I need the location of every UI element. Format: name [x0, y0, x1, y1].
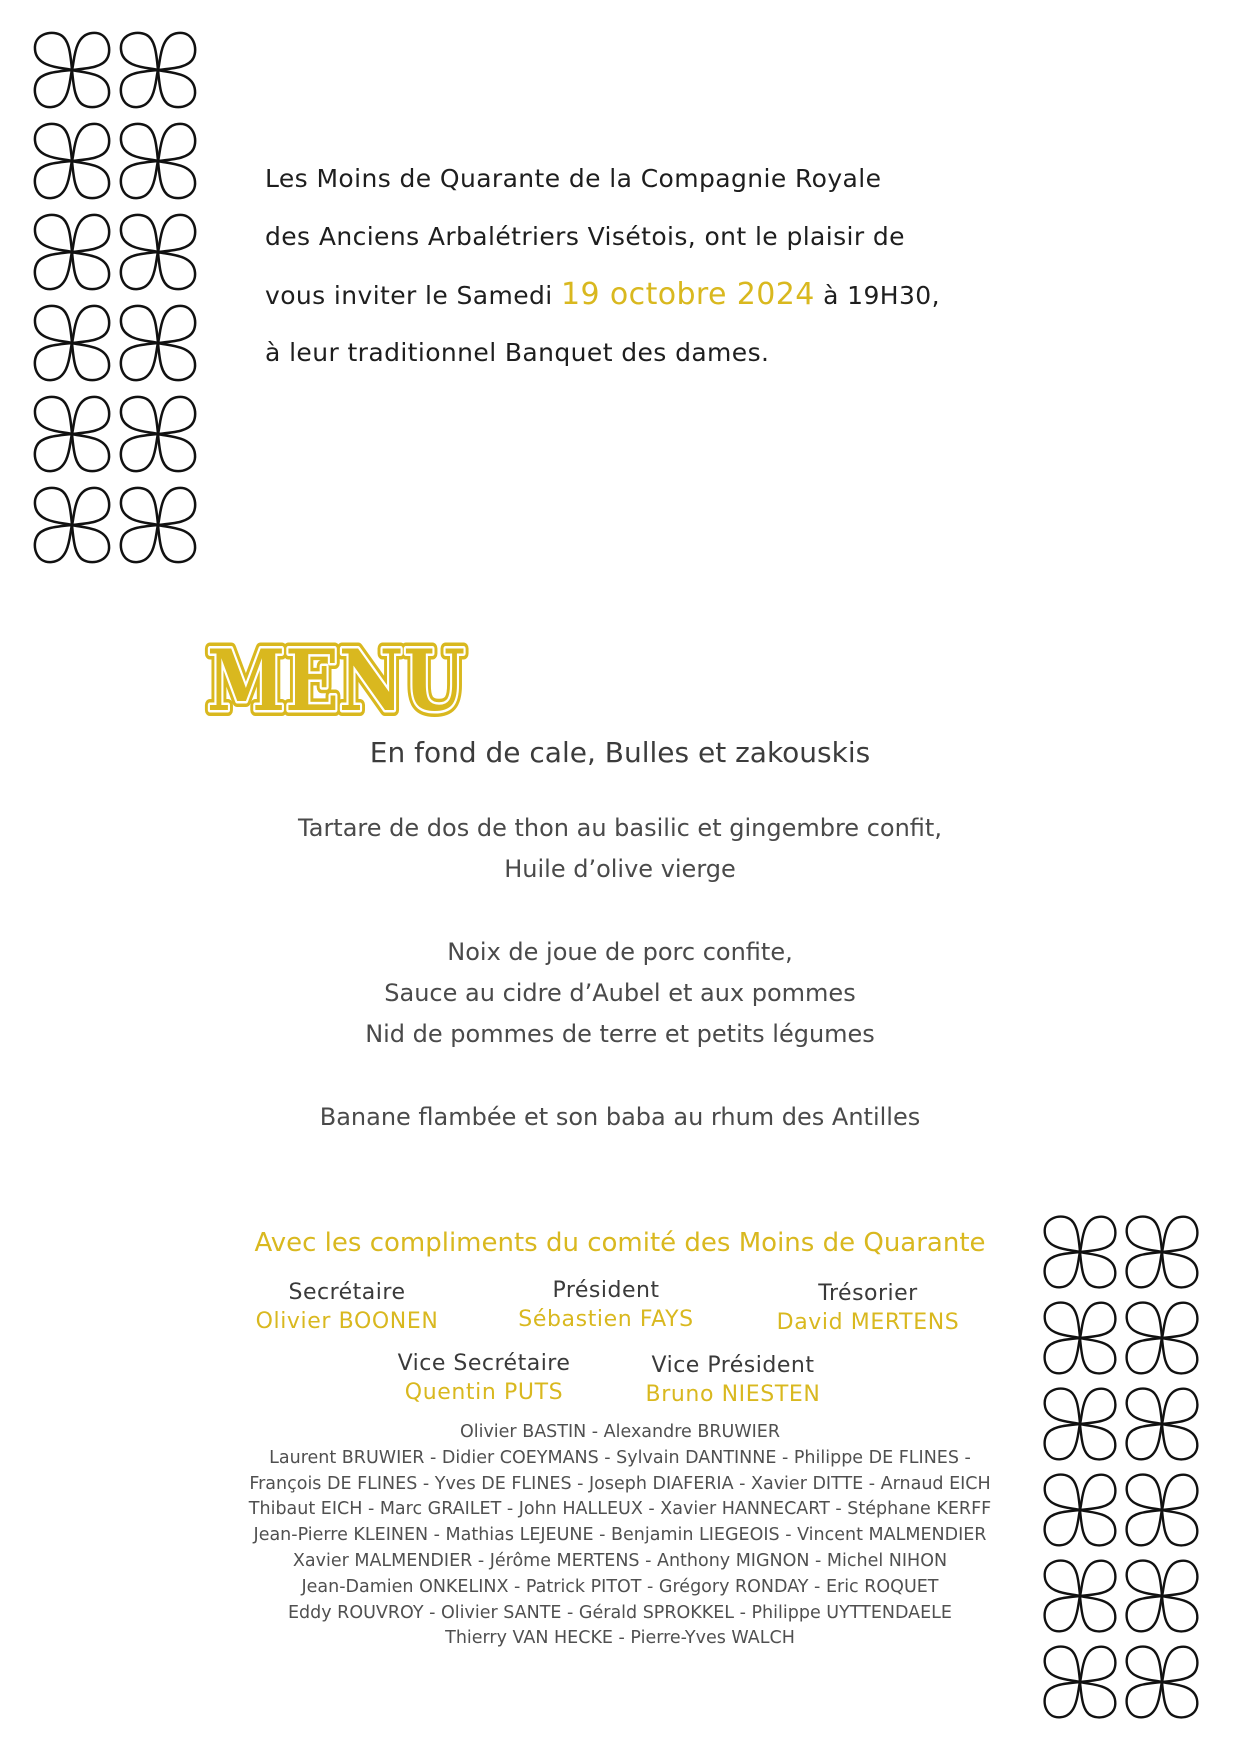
- invitation-line-4: à leur traditionnel Banquet des dames.: [265, 338, 770, 367]
- member-line: Xavier MALMENDIER - Jérôme MERTENS - Anthony MIGNON - Michel NIHON: [292, 1550, 948, 1571]
- role-name: Sébastien FAYS: [518, 1307, 694, 1332]
- role-title: Vice Président: [651, 1353, 815, 1378]
- role-name: David MERTENS: [776, 1310, 960, 1335]
- member-line: Thibaut EICH - Marc GRAILET - John HALLEUX - Xavier HANNECART - Stéphane KERFF: [248, 1499, 992, 1520]
- clover-icon: [1040, 1556, 1120, 1636]
- role-name: Quentin PUTS: [404, 1380, 564, 1405]
- clover-icon: [1122, 1470, 1202, 1550]
- clover-icon: [1040, 1384, 1120, 1464]
- menu-course: [0, 932, 1240, 1055]
- clover-icon: [1040, 1470, 1120, 1550]
- member-line: Jean-Pierre KLEINEN - Mathias LEJEUNE - Benjamin LIEGEOIS - Vincent MALMENDIER: [253, 1525, 987, 1546]
- clover-icon: [30, 210, 114, 294]
- clover-icon: [1040, 1298, 1120, 1378]
- course-line: Tartare de dos de thon au basilic et gingembre confit,: [298, 814, 942, 842]
- invitation-text: [265, 150, 1025, 382]
- clover-icon: [1122, 1642, 1202, 1722]
- member-line: Laurent BRUWIER - Didier COEYMANS - Sylvain DANTINNE - Philippe DE FLINES -: [269, 1447, 971, 1468]
- member-line: Olivier BASTIN - Alexandre BRUWIER: [459, 1422, 781, 1442]
- course-line: Huile d’olive vierge: [504, 855, 736, 883]
- role-vice-president: [583, 1351, 883, 1409]
- member-line: Jean-Damien ONKELINX - Patrick PITOT - Grégory RONDAY - Eric ROQUET: [301, 1576, 939, 1597]
- clover-icon: [116, 483, 200, 567]
- role-title: Président: [552, 1278, 660, 1303]
- course-line: Banane flambée et son baba au rhum des Antilles: [319, 1103, 921, 1131]
- clover-icon: [116, 210, 200, 294]
- invitation-line-3-end: à 19H30,: [814, 281, 940, 310]
- invitation-line-3-start: vous inviter le Samedi: [265, 281, 562, 310]
- clover-icon: [116, 392, 200, 476]
- member-line: Eddy ROUVROY - Olivier SANTE - Gérald SPROKKEL - Philippe UYTTENDAELE: [287, 1602, 952, 1623]
- clover-icon: [30, 301, 114, 385]
- invitation-line-2: des Anciens Arbalétriers Visétois, ont le plaisir de: [265, 222, 905, 251]
- clover-pattern-right: [1040, 1212, 1204, 1728]
- clover-icon: [1122, 1298, 1202, 1378]
- menu-course: [0, 1097, 1240, 1138]
- role-title: Vice Secrétaire: [397, 1351, 571, 1376]
- clover-icon: [116, 301, 200, 385]
- menu-title-fill: MENU: [207, 632, 465, 724]
- member-line: Thierry VAN HECKE - Pierre-Yves WALCH: [445, 1628, 795, 1649]
- event-date: 19 octobre 2024: [561, 277, 815, 312]
- course-line: Nid de pommes de terre et petits légumes: [365, 1020, 875, 1048]
- role-president: [456, 1276, 756, 1334]
- clover-icon: [116, 28, 200, 112]
- clover-icon: [1040, 1642, 1120, 1722]
- clover-pattern-left: [30, 28, 202, 574]
- menu-title: [203, 632, 473, 724]
- role-treasurer: [718, 1279, 1018, 1337]
- menu-title-outline: MENU: [207, 632, 465, 724]
- menu-course: [0, 808, 1240, 890]
- role-name: Olivier BOONEN: [255, 1309, 439, 1334]
- clover-icon: [30, 28, 114, 112]
- clover-icon: [1122, 1556, 1202, 1636]
- menu-title-inline: MENU: [207, 632, 465, 724]
- clover-icon: [30, 119, 114, 203]
- clover-icon: [30, 483, 114, 567]
- invitation-line-3: [265, 266, 1025, 324]
- clover-icon: [116, 119, 200, 203]
- member-line: François DE FLINES - Yves DE FLINES - Joseph DIAFERIA - Xavier DITTE - Arnaud EICH: [249, 1473, 991, 1494]
- aperitif-line: En fond de cale, Bulles et zakouskis: [369, 736, 871, 769]
- role-secretary: [197, 1278, 497, 1336]
- clover-icon: [30, 392, 114, 476]
- invitation-line-1: Les Moins de Quarante de la Compagnie Royale: [265, 164, 882, 193]
- role-title: Trésorier: [818, 1281, 918, 1306]
- menu-courses: [0, 808, 1240, 1180]
- role-title: Secrétaire: [288, 1280, 406, 1305]
- course-line: Noix de joue de porc confite,: [447, 938, 793, 966]
- clover-icon: [1122, 1384, 1202, 1464]
- course-line: Sauce au cidre d’Aubel et aux pommes: [384, 979, 856, 1007]
- role-name: Bruno NIESTEN: [645, 1382, 821, 1407]
- compliments-heading: Avec les compliments du comité des Moins de Quarante: [254, 1228, 986, 1258]
- committee-members: [190, 1420, 1050, 1652]
